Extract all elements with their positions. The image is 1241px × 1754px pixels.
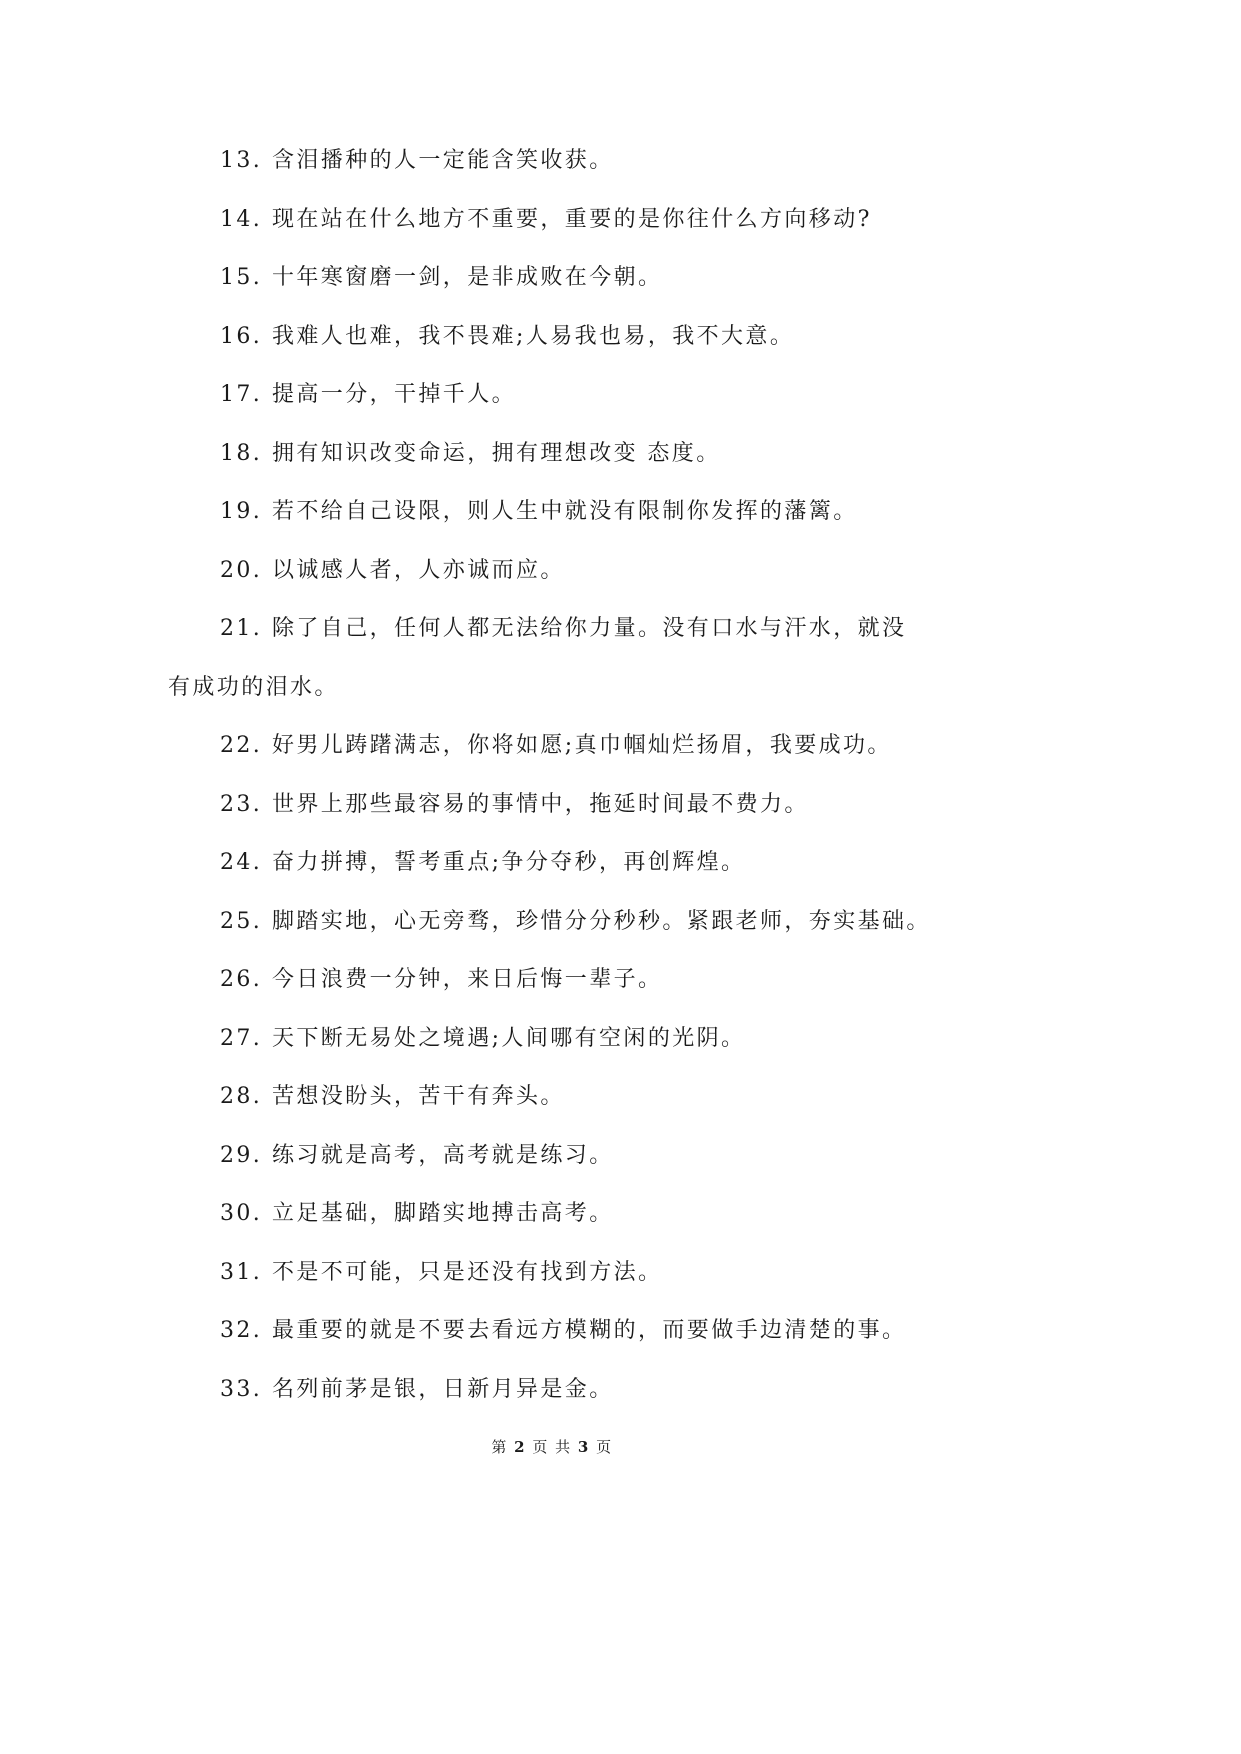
- item-number: 25.: [220, 908, 263, 934]
- page-footer: [0, 1436, 1104, 1457]
- item-text: 现在站在什么地方不重要，重要的是你往什么方向移动?: [272, 206, 872, 232]
- list-item: [168, 1302, 968, 1361]
- list-item: [168, 1244, 968, 1303]
- item-number: 15.: [220, 265, 263, 290]
- list-item: [168, 249, 968, 308]
- list-item: [168, 951, 968, 1010]
- item-number: 17.: [220, 382, 263, 407]
- list-item: [168, 483, 968, 542]
- item-number: 20.: [220, 557, 263, 583]
- document-body: [168, 132, 968, 1419]
- item-text: 苦想没盼头，苦干有奔头。: [272, 1084, 565, 1109]
- item-text: 奋力拼搏，誓考重点;争分夺秒，再创辉煌。: [272, 850, 746, 875]
- list-item: [168, 1185, 968, 1244]
- item-number: 28.: [220, 1084, 263, 1109]
- item-text: 不是不可能，只是还没有找到方法。: [272, 1259, 663, 1285]
- item-text: 立足基础，脚踏实地搏击高考。: [272, 1201, 614, 1226]
- list-item: [168, 834, 968, 893]
- item-number: 32.: [220, 1318, 263, 1343]
- item-number: 27.: [220, 1025, 263, 1051]
- item-number: 24.: [220, 850, 263, 875]
- list-item: [168, 132, 968, 191]
- list-item: [168, 308, 968, 367]
- item-text: 我难人也难，我不畏难;人易我也易，我不大意。: [272, 323, 795, 349]
- item-text: 有成功的泪水。: [168, 674, 339, 700]
- item-number: 23.: [220, 791, 263, 817]
- total-page-count: 3: [577, 1438, 590, 1456]
- item-number: 21.: [220, 616, 263, 641]
- list-item: [168, 1127, 968, 1186]
- list-item: [168, 776, 968, 835]
- list-item: [168, 600, 968, 659]
- item-text: 练习就是高考，高考就是练习。: [272, 1142, 614, 1168]
- item-number: 26.: [220, 967, 263, 992]
- item-text: 世界上那些最容易的事情中，拖延时间最不费力。: [272, 791, 809, 817]
- item-text: 含泪播种的人一定能含笑收获。: [272, 148, 614, 173]
- list-item: [168, 1068, 968, 1127]
- item-number: 30.: [220, 1201, 263, 1226]
- item-text: 今日浪费一分钟，来日后悔一辈子。: [272, 967, 663, 992]
- current-page-number: 2: [514, 1438, 527, 1456]
- list-item: [168, 1010, 968, 1069]
- list-item: [168, 366, 968, 425]
- footer-prefix: 第: [491, 1438, 508, 1456]
- item-text: 拥有知识改变命运，拥有理想改变 态度。: [272, 440, 721, 466]
- item-text: 若不给自己设限，则人生中就没有限制你发挥的藩篱。: [272, 499, 858, 524]
- list-item-continuation: [168, 659, 968, 718]
- item-number: 33.: [220, 1376, 263, 1402]
- item-text: 最重要的就是不要去看远方模糊的，而要做手边清楚的事。: [272, 1318, 907, 1343]
- item-number: 18.: [220, 440, 263, 466]
- item-number: 29.: [220, 1142, 263, 1168]
- footer-middle: 页 共: [532, 1438, 572, 1456]
- item-text: 十年寒窗磨一剑，是非成败在今朝。: [272, 265, 663, 290]
- item-number: 16.: [220, 323, 263, 349]
- item-text: 提高一分，干掉千人。: [272, 382, 517, 407]
- item-text: 以诚感人者，人亦诚而应。: [272, 557, 565, 583]
- item-number: 14.: [220, 206, 263, 232]
- item-number: 19.: [220, 499, 263, 524]
- list-item: [168, 191, 968, 250]
- item-text: 名列前茅是银，日新月异是金。: [272, 1376, 614, 1402]
- list-item: [168, 1361, 968, 1420]
- item-text: 脚踏实地，心无旁骛，珍惜分分秒秒。紧跟老师，夯实基础。: [272, 908, 931, 934]
- item-number: 22.: [220, 733, 263, 758]
- item-text: 天下断无易处之境遇;人间哪有空闲的光阴。: [272, 1025, 746, 1051]
- item-text: 除了自己，任何人都无法给你力量。没有口水与汗水，就没: [272, 616, 907, 641]
- item-number: 13.: [220, 148, 263, 173]
- list-item: [168, 893, 968, 952]
- list-item: [168, 717, 968, 776]
- footer-suffix: 页: [596, 1438, 613, 1456]
- list-item: [168, 542, 968, 601]
- list-item: [168, 425, 968, 484]
- item-text: 好男儿踌躇满志，你将如愿;真巾帼灿烂扬眉，我要成功。: [272, 733, 892, 758]
- item-number: 31.: [220, 1259, 263, 1285]
